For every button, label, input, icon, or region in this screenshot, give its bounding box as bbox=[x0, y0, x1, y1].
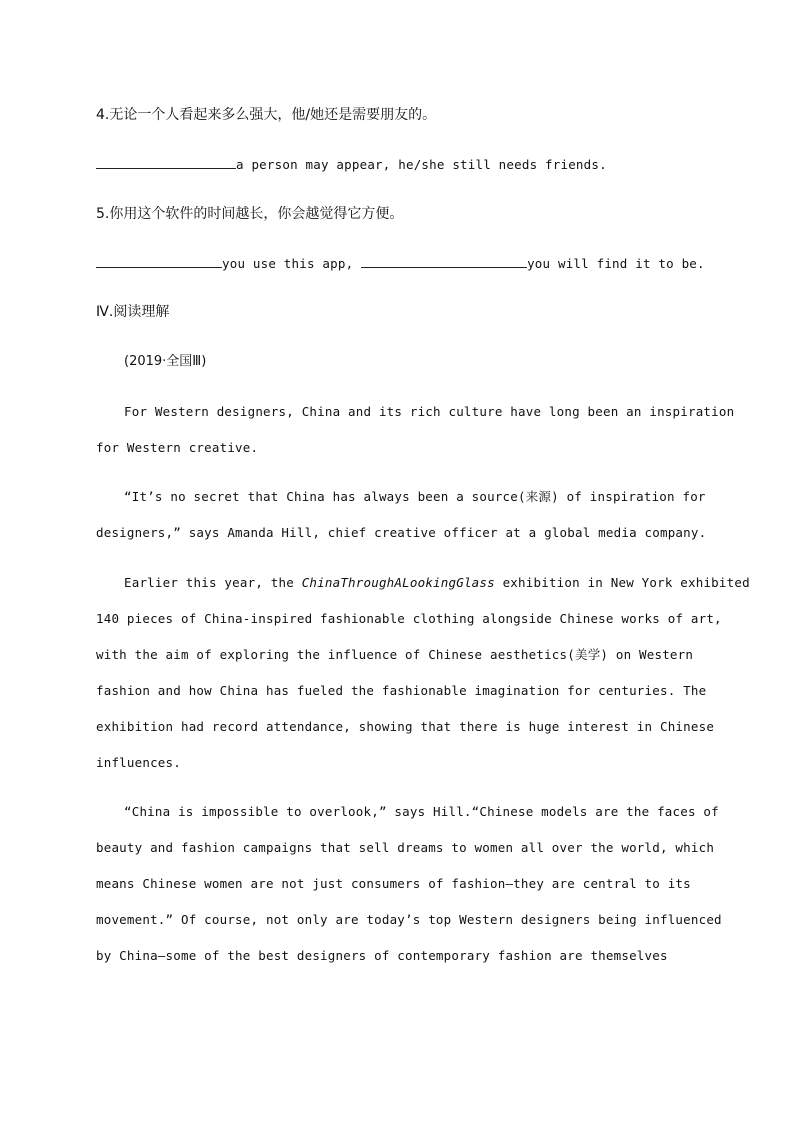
passage-line: for Western creative. bbox=[96, 440, 259, 455]
section-title: Ⅳ.阅读理解 bbox=[96, 304, 170, 320]
section-source: (2019·全国Ⅲ) bbox=[124, 354, 207, 369]
passage-line: “China is impossible to overlook,” says Hill.“Chinese models are the faces of bbox=[124, 804, 719, 819]
passage-line: means Chinese women are not just consumers of fashion—they are central to its bbox=[96, 876, 691, 891]
passage-line: 140 pieces of China-inspired fashionable clothing alongside Chinese works of art, bbox=[96, 611, 722, 626]
question-5-prompt: 5.你用这个软件的时间越长，你会越觉得它方便。 bbox=[96, 206, 404, 222]
passage-line bbox=[96, 574, 750, 592]
passage-line: with the aim of exploring the influence of Chinese aesthetics(美学) on Western bbox=[96, 647, 694, 662]
passage-line: movement.” Of course, not only are today’s top Western designers being influenced bbox=[96, 912, 722, 927]
answer-blank[interactable] bbox=[96, 255, 222, 268]
passage-text: exhibition in New York exhibited bbox=[494, 575, 750, 590]
question-4-prompt: 4.无论一个人看起来多么强大，他/她还是需要朋友的。 bbox=[96, 107, 437, 123]
question-5-answer-line bbox=[96, 255, 705, 273]
passage-line: influences. bbox=[96, 755, 181, 770]
answer-blank[interactable] bbox=[96, 156, 236, 169]
answer-blank[interactable] bbox=[361, 255, 527, 268]
exhibition-title: ChinaThroughALookingGlass bbox=[301, 575, 495, 590]
passage-line: by China—some of the best designers of contemporary fashion are themselves bbox=[96, 948, 668, 963]
passage-text: Earlier this year, the bbox=[124, 575, 302, 590]
passage-line: “It’s no secret that China has always been a source(来源) of inspiration for bbox=[124, 489, 706, 504]
passage-line: fashion and how China has fueled the fashionable imagination for centuries. The bbox=[96, 683, 707, 698]
question-4-answer-line bbox=[96, 156, 607, 174]
question-5-answer-end: you will find it to be. bbox=[527, 256, 705, 271]
passage-line: designers,” says Amanda Hill, chief creative officer at a global media company. bbox=[96, 525, 707, 540]
passage-line: beauty and fashion campaigns that sell dreams to women all over the world, which bbox=[96, 840, 715, 855]
passage-line: For Western designers, China and its rich culture have long been an inspiration bbox=[124, 404, 735, 419]
passage-line: exhibition had record attendance, showing that there is huge interest in Chinese bbox=[96, 719, 715, 734]
question-4-answer-text: a person may appear, he/she still needs friends. bbox=[236, 157, 607, 172]
question-5-answer-mid: you use this app, bbox=[222, 256, 362, 271]
